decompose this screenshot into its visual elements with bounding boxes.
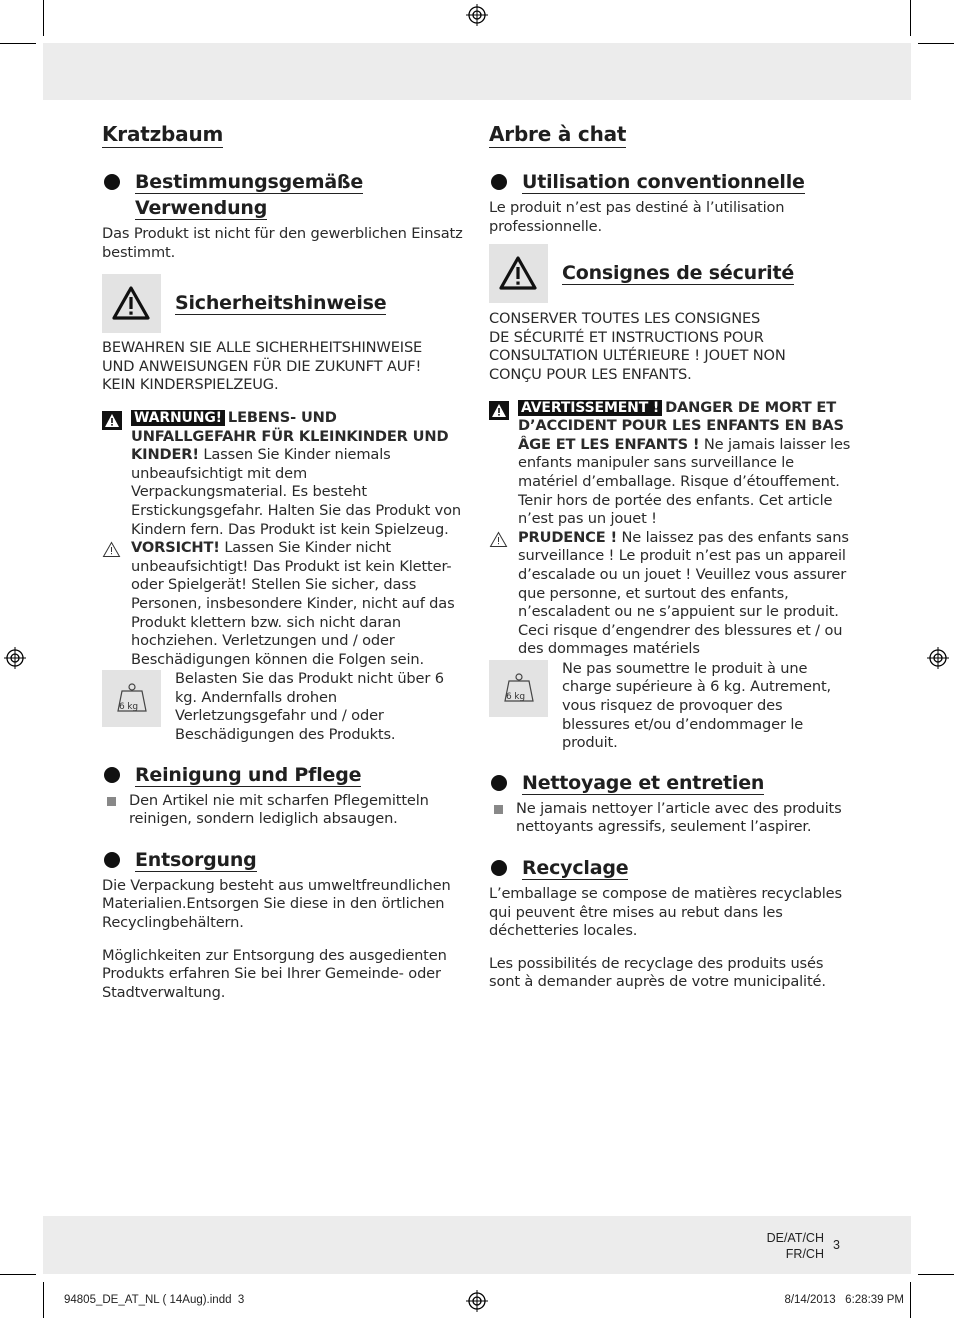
- square-bullet-icon: [494, 805, 503, 814]
- bullet-icon: [104, 767, 120, 783]
- weight-label: 6 kg: [119, 702, 138, 713]
- bullet-icon: [104, 174, 120, 190]
- section-title: Bestimmungsgemäße: [135, 171, 364, 193]
- safety-text: [102, 339, 464, 395]
- safety-heading: [102, 274, 464, 334]
- crop-mark: [910, 0, 911, 36]
- text-line: BEWAHREN SIE ALLE SICHERHEITSHINWEISE: [102, 339, 423, 357]
- paragraph: L’emballage se compose de matières recyclables qui peuvent être mises au rebut dans les déchetteries locales.: [489, 885, 842, 940]
- paragraph: Die Verpackung besteht aus umweltfreundlichen Materialien.Entsorgen Sie diese in den örtlichen Recyclingbehältern.: [102, 876, 451, 932]
- registration-mark-icon: [466, 4, 488, 26]
- caution-block: [489, 529, 851, 659]
- bullet-icon: [491, 860, 507, 876]
- weight-text: Belasten Sie das Produkt nicht über 6 kg. Andernfalls drohen Verletzungsgefahr und / oder Beschädigungen des Produkts.: [175, 670, 444, 744]
- text-line: CONSERVER TOUTES LES CONSIGNES: [489, 310, 761, 328]
- caution-text: Lassen Sie Kinder nicht unbeaufsichtigt! Das Produkt ist kein Kletter- oder Spielgerät! Stellen Sie sicher, dass Personen, insbesondere Kinder, nicht auf das Produkt klettern bzw. sich nicht daran hochziehen. Verletzungen und / oder Beschädigungen können die Folgen sein.: [131, 539, 455, 668]
- weight-block: [489, 660, 851, 753]
- warning-bold: LEBENS- UND UNFALLGEFAHR FÜR KLEINKINDER UND KINDER!: [131, 408, 449, 464]
- warning-text: Lassen Sie Kinder niemals unbeaufsichtigt mit dem Verpackungsmaterial. Es besteht Erstickungsgefahr. Halten Sie das Produkt von Kindern fern. Das Produkt ist kein Spielzeug.: [131, 446, 461, 538]
- file-name-text: 94805_DE_AT_NL ( 14Aug).indd: [64, 1294, 232, 1306]
- language-codes: [767, 1230, 824, 1262]
- weight-block: [102, 670, 464, 744]
- section-title: Verwendung: [135, 197, 268, 219]
- weight-box: [102, 670, 161, 727]
- list-item-text: Ne jamais nettoyer l’article avec des produits nettoyants agressifs, seulement l’aspirer.: [516, 799, 842, 836]
- caution-text: Ne laissez pas des enfants sans surveillance ! Le produit n’est pas un appareil d’escalade ou un jouet ! Veuillez vous assurer que personne, et surtout des enfants, n’escaladent ou ne s’appuient sur le produit. Ceci risque d’engendrer des blessures et / ou des dommages matériels: [518, 528, 849, 658]
- paragraph: Le produit n’est pas destiné à l’utilisation professionnelle.: [489, 199, 785, 235]
- crop-mark: [910, 1282, 911, 1318]
- section-heading: [489, 855, 851, 881]
- section-title: Recyclage: [522, 857, 629, 880]
- section-title: Entsorgung: [135, 848, 257, 871]
- page-title: Kratzbaum: [102, 122, 224, 146]
- list-item: [489, 800, 851, 837]
- file-name: [64, 1294, 244, 1306]
- section-title: Consignes de sécurité: [562, 262, 795, 285]
- weight-text: Ne pas soumettre le produit à une charge supérieure à 6 kg. Autrement, vous risquez de provoquer des blessures et/ou d’endommager le produit.: [562, 659, 832, 752]
- warning-block: [489, 399, 851, 529]
- list-item-text: Den Artikel nie mit scharfen Pflegemitteln reinigen, sondern lediglich absaugen.: [129, 791, 429, 828]
- registration-mark-icon: [4, 647, 26, 669]
- language-line: DE/AT/CH: [766, 1231, 824, 1245]
- paragraph: Les possibilités de recyclage des produits usés sont à demander auprès de votre municipalité.: [489, 954, 826, 991]
- language-line: FR/CH: [785, 1247, 824, 1261]
- text-line: CONÇU POUR LES ENFANTS.: [489, 365, 692, 383]
- bullet-icon: [491, 775, 507, 791]
- warning-triangle-icon: [498, 255, 538, 291]
- text-line: CONSULTATION ULTÉRIEURE ! JOUET NON: [489, 347, 786, 365]
- section-heading: [489, 169, 851, 195]
- safety-heading: [489, 244, 851, 304]
- file-page: 3: [237, 1294, 245, 1306]
- warning-box: [489, 244, 548, 303]
- square-bullet-icon: [107, 797, 116, 806]
- crop-mark: [918, 1274, 954, 1275]
- text-line: KEIN KINDERSPIELZEUG.: [102, 376, 279, 394]
- section-title: Reinigung und Pflege: [135, 763, 362, 786]
- warning-label: WARNUNG!: [131, 410, 225, 426]
- crop-mark: [918, 43, 954, 44]
- text-line: UND ANWEISUNGEN FÜR DIE ZUKUNFT AUF!: [102, 357, 422, 375]
- page-number: 3: [833, 1238, 840, 1252]
- section-heading: [489, 770, 851, 796]
- list-item: [102, 792, 464, 829]
- weight-box: [489, 660, 548, 717]
- crop-mark: [43, 0, 44, 36]
- section-title: Utilisation conventionnelle: [522, 171, 805, 193]
- section-title: Nettoyage et entretien: [522, 771, 765, 794]
- warning-block: [102, 409, 464, 539]
- safety-text: [489, 310, 851, 384]
- text-line: DE SÉCURITÉ ET INSTRUCTIONS POUR: [489, 328, 764, 346]
- warning-triangle-icon: [102, 411, 122, 430]
- section-title: Sicherheitshinweise: [175, 292, 387, 315]
- crop-mark: [0, 1274, 36, 1275]
- caution-bold: VORSICHT!: [131, 539, 220, 557]
- warning-triangle-icon: [489, 401, 509, 420]
- paragraph: Möglichkeiten zur Entsorgung des ausgedienten Produkts erfahren Sie bei Ihrer Gemeinde- oder Stadtverwaltung.: [102, 946, 447, 1001]
- registration-mark-icon: [927, 647, 949, 669]
- weight-label: 6 kg: [506, 691, 525, 702]
- left-column: [102, 122, 464, 1002]
- crop-mark: [43, 1282, 44, 1318]
- bullet-icon: [104, 852, 120, 868]
- warning-label: AVERTISSEMENT !: [518, 400, 662, 416]
- warning-box: [102, 274, 161, 333]
- section-heading: [102, 169, 464, 221]
- section-heading: [102, 762, 464, 788]
- timestamp: 8/14/2013 6:28:39 PM: [784, 1294, 904, 1306]
- caution-block: [102, 539, 464, 669]
- section-heading: [102, 847, 464, 873]
- warning-triangle-icon: [111, 285, 151, 321]
- caution-triangle-icon: [102, 541, 121, 558]
- warning-bold: DANGER DE MORT ET D’ACCIDENT POUR LES ENFANTS EN BAS ÂGE ET LES ENFANTS !: [518, 398, 844, 453]
- header-band: [43, 43, 911, 100]
- registration-mark-icon: [466, 1290, 488, 1312]
- warning-text: Ne jamais laisser les enfants manipuler sans surveillance le matériel d’emballage. Risque d’étouffement. Tenir hors de portée des enfants. Cet article n’est pas un jouet !: [518, 435, 851, 528]
- caution-triangle-icon: [489, 531, 508, 548]
- page-title: Arbre à chat: [489, 122, 627, 146]
- right-column: [489, 122, 851, 992]
- caution-bold: PRUDENCE !: [518, 528, 617, 546]
- crop-mark: [0, 43, 36, 44]
- bullet-icon: [491, 174, 507, 190]
- paragraph: Das Produkt ist nicht für den gewerblichen Einsatz bestimmt.: [102, 225, 463, 261]
